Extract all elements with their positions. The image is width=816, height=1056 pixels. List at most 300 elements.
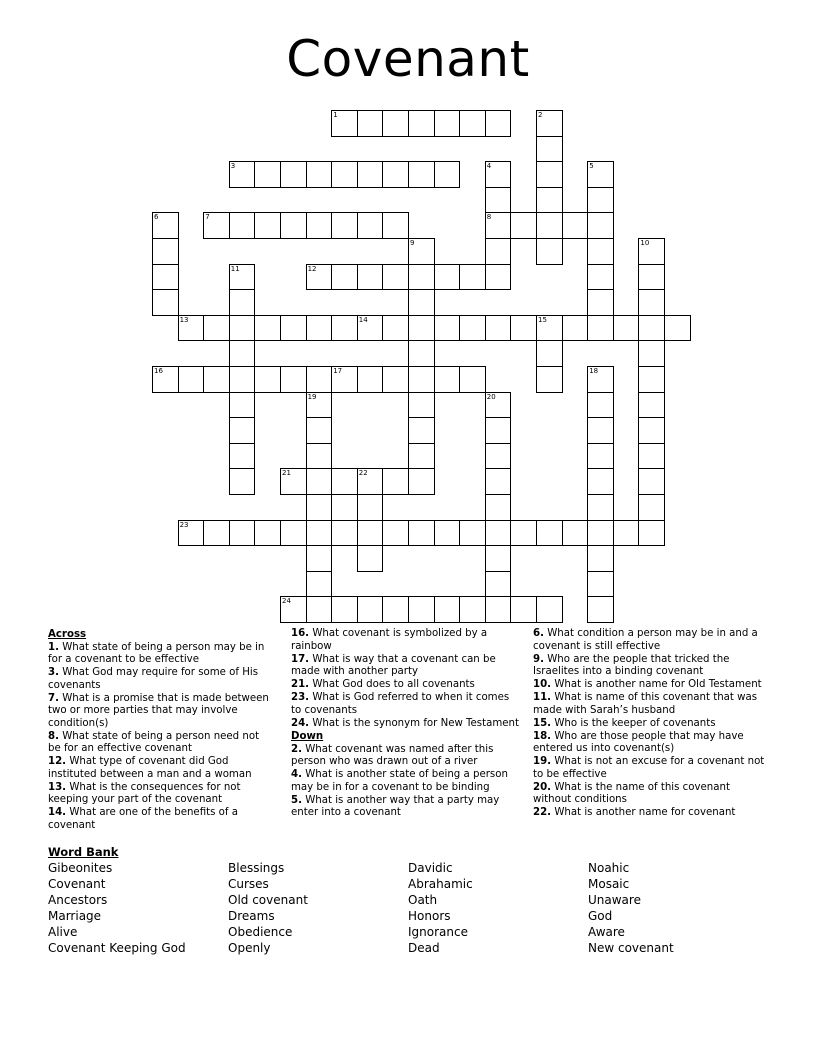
- clue-text: What is God referred to when it comes to covenants: [291, 692, 510, 716]
- clue-number: 10.: [533, 679, 552, 690]
- grid-cell[interactable]: [254, 315, 281, 342]
- grid-cell[interactable]: [408, 238, 435, 265]
- grid-cell[interactable]: [382, 264, 409, 291]
- grid-cell[interactable]: [434, 315, 461, 342]
- grid-cell[interactable]: [434, 596, 461, 623]
- word-bank-item: Davidic: [408, 861, 453, 875]
- clue-number: 20.: [533, 781, 552, 793]
- grid-cell[interactable]: [408, 392, 435, 419]
- grid-cell[interactable]: [638, 340, 665, 367]
- grid-cell[interactable]: [306, 417, 333, 444]
- clue-text: Who are the people that tricked the Israelites into a binding covenant: [533, 653, 730, 677]
- cell-number: 6: [154, 213, 159, 222]
- grid-cell[interactable]: [587, 161, 614, 188]
- grid-cell[interactable]: [331, 161, 358, 188]
- word-bank-item: Covenant Keeping God: [48, 941, 186, 955]
- cell-number: 5: [589, 162, 594, 171]
- grid-cell[interactable]: [280, 468, 307, 495]
- puzzle-title: Covenant: [286, 30, 530, 88]
- cell-number: 10: [640, 239, 650, 247]
- grid-cell[interactable]: [587, 264, 614, 291]
- grid-cell[interactable]: [587, 392, 614, 419]
- word-bank-item: Ignorance: [408, 925, 468, 939]
- grid-cell[interactable]: [587, 596, 614, 623]
- clue-item: [48, 782, 272, 807]
- grid-cell[interactable]: [485, 212, 512, 239]
- grid-cell[interactable]: [229, 161, 256, 188]
- grid-cell[interactable]: [203, 315, 230, 342]
- clue-text: What state of being a person may be in for a covenant to be effective: [48, 641, 265, 665]
- grid-cell[interactable]: [485, 161, 512, 188]
- grid-cell[interactable]: [485, 494, 512, 521]
- clue-item: [48, 807, 272, 832]
- clue-text: What covenant was named after this person who was drawn out of a river: [291, 743, 494, 767]
- word-bank-item: New covenant: [588, 941, 674, 955]
- grid-cell[interactable]: [562, 315, 589, 342]
- grid-cell[interactable]: [331, 110, 358, 137]
- clue-text: What are one of the benefits of a covenant: [48, 807, 238, 831]
- word-bank-item: God: [588, 909, 613, 923]
- clue-text: Who are those people that may have entered us into covenant(s): [533, 730, 744, 754]
- clue-text: What is the synonym for New Testament: [312, 717, 519, 729]
- clue-item: [533, 807, 769, 820]
- grid-cell[interactable]: [485, 417, 512, 444]
- grid-cell[interactable]: [587, 315, 614, 342]
- grid-cell[interactable]: [408, 289, 435, 316]
- cell-number: 3: [230, 162, 236, 171]
- cell-number: 13: [179, 315, 189, 324]
- grid-cell[interactable]: [459, 520, 486, 547]
- grid-cell[interactable]: [152, 289, 179, 316]
- grid-cell[interactable]: [408, 596, 435, 623]
- grid-cell[interactable]: [434, 110, 461, 137]
- clue-item: [533, 628, 769, 653]
- grid-cell[interactable]: [229, 289, 256, 316]
- grid-cell[interactable]: [459, 110, 486, 137]
- grid-cell[interactable]: [638, 238, 665, 265]
- clue-text: What is a promise that is made between two or more parties that may involve condition(s): [48, 692, 269, 729]
- clue-item: [291, 628, 521, 653]
- grid-cell[interactable]: [382, 596, 409, 623]
- word-bank-item: Dreams: [228, 909, 275, 923]
- grid-cell[interactable]: [408, 443, 435, 470]
- clue-item: [48, 642, 272, 667]
- clue-text: What is not an excuse for a covenant not to be effective: [533, 756, 765, 780]
- cell-number: 17: [333, 367, 343, 375]
- grid-cell[interactable]: [357, 366, 384, 393]
- grid-cell[interactable]: [562, 212, 589, 239]
- grid-cell[interactable]: [306, 212, 333, 239]
- grid-cell[interactable]: [178, 520, 205, 547]
- clue-number: 9.: [533, 653, 544, 665]
- grid-cell[interactable]: [306, 545, 333, 572]
- clue-text: What is way that a covenant can be made with another party: [291, 653, 496, 677]
- cell-number: 20: [486, 392, 496, 401]
- word-bank-item: Covenant: [48, 877, 106, 891]
- grid-cell[interactable]: [587, 417, 614, 444]
- cell-number: 12: [307, 264, 317, 273]
- grid-cell[interactable]: [306, 392, 333, 419]
- grid-cell[interactable]: [306, 494, 333, 521]
- grid-cell[interactable]: [382, 110, 409, 137]
- grid-cell[interactable]: [638, 366, 665, 393]
- grid-cell[interactable]: [510, 520, 537, 547]
- grid-cell[interactable]: [638, 392, 665, 419]
- grid-cell[interactable]: [638, 315, 665, 342]
- clue-item: [291, 679, 521, 692]
- clue-text: What state of being a person need not be for an effective covenant: [48, 730, 260, 754]
- grid-cell[interactable]: [280, 315, 307, 342]
- clue-text: What type of covenant did God instituted between a man and a woman: [48, 756, 252, 780]
- clue-item: [291, 692, 521, 717]
- grid-cell[interactable]: [229, 264, 256, 291]
- grid-cell[interactable]: [408, 468, 435, 495]
- grid-cell[interactable]: [357, 494, 384, 521]
- clue-text: What is the name of this covenant without conditions: [533, 781, 730, 805]
- grid-cell[interactable]: [229, 443, 256, 470]
- cell-number: 18: [589, 367, 599, 375]
- clue-text: What God does to all covenants: [312, 679, 475, 690]
- clue-number: 13.: [48, 781, 67, 793]
- grid-cell[interactable]: [152, 238, 179, 265]
- grid-cell[interactable]: [229, 315, 256, 342]
- cell-number: 1: [333, 111, 338, 119]
- clue-number: 24.: [291, 717, 310, 729]
- grid-cell[interactable]: [280, 366, 307, 393]
- grid-cell[interactable]: [306, 443, 333, 470]
- grid-cell[interactable]: [152, 366, 179, 393]
- grid-cell[interactable]: [331, 366, 358, 393]
- grid-cell[interactable]: [536, 366, 563, 393]
- grid-cell[interactable]: [357, 596, 384, 623]
- cell-number: 2: [538, 111, 543, 119]
- grid-cell[interactable]: [459, 596, 486, 623]
- word-bank-item: Oath: [408, 893, 438, 907]
- grid-cell[interactable]: [536, 596, 563, 623]
- clue-item: [48, 693, 272, 731]
- grid-cell[interactable]: [408, 417, 435, 444]
- clue-number: 5.: [291, 794, 302, 806]
- grid-cell[interactable]: [382, 212, 409, 239]
- word-bank-item: Old covenant: [228, 893, 308, 907]
- grid-cell[interactable]: [306, 571, 333, 598]
- cell-number: 16: [154, 367, 163, 375]
- clue-number: 15.: [533, 717, 552, 729]
- clue-number: 21.: [291, 679, 310, 690]
- word-bank-item: Curses: [228, 877, 269, 891]
- clue-item: [533, 782, 769, 807]
- clue-number: 4.: [291, 769, 302, 780]
- grid-cell[interactable]: [229, 212, 256, 239]
- grid-cell[interactable]: [408, 161, 435, 188]
- clue-column-2: [291, 628, 521, 820]
- clue-number: 8.: [48, 730, 59, 742]
- clue-item: [533, 692, 769, 717]
- grid-cell[interactable]: [229, 417, 256, 444]
- clue-item: [48, 667, 272, 692]
- grid-cell[interactable]: [357, 110, 384, 137]
- grid-cell[interactable]: [152, 212, 179, 239]
- clue-number: 17.: [291, 653, 310, 665]
- grid-cell[interactable]: [587, 187, 614, 214]
- clue-text: What is the consequences for not keeping your part of the covenant: [48, 781, 241, 805]
- grid-cell[interactable]: [638, 264, 665, 291]
- grid-cell[interactable]: [638, 443, 665, 470]
- grid-cell[interactable]: [587, 238, 614, 265]
- word-bank-item: Blessings: [228, 861, 285, 875]
- grid-cell[interactable]: [587, 571, 614, 598]
- clue-item: [533, 718, 769, 731]
- grid-cell[interactable]: [434, 520, 461, 547]
- grid-cell[interactable]: [408, 110, 435, 137]
- grid-cell[interactable]: [613, 520, 640, 547]
- grid-cell[interactable]: [280, 520, 307, 547]
- grid-cell[interactable]: [587, 468, 614, 495]
- word-bank-item: Noahic: [588, 861, 630, 875]
- clue-number: 19.: [533, 756, 552, 767]
- grid-cell[interactable]: [510, 212, 537, 239]
- grid-cell[interactable]: [306, 468, 333, 495]
- clue-item: [533, 756, 769, 781]
- grid-cell[interactable]: [229, 340, 256, 367]
- grid-cell[interactable]: [254, 161, 281, 188]
- grid-cell[interactable]: [203, 366, 230, 393]
- word-bank-item: Dead: [408, 941, 440, 955]
- grid-cell[interactable]: [587, 443, 614, 470]
- grid-cell[interactable]: [357, 520, 384, 547]
- word-bank-item: Alive: [48, 925, 78, 939]
- grid-cell[interactable]: [485, 315, 512, 342]
- clue-item: [48, 731, 272, 756]
- word-bank-item: Abrahamic: [408, 877, 473, 891]
- clue-number: 22.: [533, 807, 552, 818]
- grid-cell[interactable]: [485, 571, 512, 598]
- clue-number: 12.: [48, 756, 67, 767]
- word-bank-item: Aware: [588, 925, 625, 939]
- grid-cell[interactable]: [408, 315, 435, 342]
- cell-number: 24: [282, 597, 291, 606]
- grid-cell[interactable]: [536, 520, 563, 547]
- clue-text: What is another way that a party may enter into a covenant: [291, 794, 500, 818]
- grid-cell[interactable]: [459, 264, 486, 291]
- grid-cell[interactable]: [664, 315, 691, 342]
- cell-number: 21: [282, 469, 291, 478]
- cell-number: 23: [179, 520, 189, 529]
- clue-text: What is another name for Old Testament: [554, 679, 762, 690]
- grid-cell[interactable]: [587, 289, 614, 316]
- grid-cell[interactable]: [485, 238, 512, 265]
- clue-item: [291, 718, 521, 731]
- grid-cell[interactable]: [434, 366, 461, 393]
- grid-cell[interactable]: [434, 264, 461, 291]
- clue-column-3: [533, 628, 769, 820]
- clue-number: 6.: [533, 628, 544, 639]
- clue-text: What is another name for covenant: [554, 807, 736, 818]
- grid-cell[interactable]: [331, 264, 358, 291]
- grid-cell[interactable]: [254, 212, 281, 239]
- grid-cell[interactable]: [280, 596, 307, 623]
- grid-cell[interactable]: [510, 596, 537, 623]
- grid-cell[interactable]: [254, 366, 281, 393]
- grid-cell[interactable]: [459, 315, 486, 342]
- clue-number: 23.: [291, 692, 310, 703]
- grid-cell[interactable]: [152, 264, 179, 291]
- grid-cell[interactable]: [229, 366, 256, 393]
- clue-text: What condition a person may be in and a covenant is still effective: [533, 628, 758, 652]
- clue-item: [48, 756, 272, 781]
- clue-item: [291, 795, 521, 820]
- word-bank-title: Word Bank: [48, 845, 119, 859]
- grid-cell[interactable]: [331, 520, 358, 547]
- grid-cell[interactable]: [229, 392, 256, 419]
- grid-cell[interactable]: [485, 264, 512, 291]
- grid-cell[interactable]: [613, 315, 640, 342]
- grid-cell[interactable]: [485, 110, 512, 137]
- grid-cell[interactable]: [536, 238, 563, 265]
- clue-item: [291, 654, 521, 679]
- grid-cell[interactable]: [178, 315, 205, 342]
- grid-cell[interactable]: [536, 315, 563, 342]
- clue-number: 3.: [48, 667, 59, 678]
- grid-cell[interactable]: [536, 110, 563, 137]
- grid-cell[interactable]: [638, 494, 665, 521]
- grid-cell[interactable]: [536, 161, 563, 188]
- clue-item: [533, 731, 769, 756]
- grid-cell[interactable]: [485, 468, 512, 495]
- cell-number: 4: [486, 162, 492, 171]
- grid-cell[interactable]: [510, 315, 537, 342]
- clue-number: 11.: [533, 692, 552, 703]
- grid-cell[interactable]: [178, 366, 205, 393]
- grid-cell[interactable]: [459, 366, 486, 393]
- grid-cell[interactable]: [357, 161, 384, 188]
- cell-number: 19: [307, 392, 317, 401]
- grid-cell[interactable]: [357, 264, 384, 291]
- cell-number: 15: [538, 315, 547, 324]
- grid-cell[interactable]: [536, 136, 563, 163]
- grid-cell[interactable]: [587, 520, 614, 547]
- grid-cell[interactable]: [485, 187, 512, 214]
- word-bank-item: Gibeonites: [48, 861, 113, 875]
- down-header: Down: [291, 731, 324, 742]
- grid-cell[interactable]: [254, 520, 281, 547]
- word-bank-item: Obedience: [228, 925, 293, 939]
- grid-cell[interactable]: [357, 212, 384, 239]
- word-bank-item: Mosaic: [588, 877, 630, 891]
- grid-cell[interactable]: [485, 520, 512, 547]
- grid-cell[interactable]: [408, 340, 435, 367]
- grid-cell[interactable]: [587, 212, 614, 239]
- grid-cell[interactable]: [485, 443, 512, 470]
- clue-text: What is name of this covenant that was made with Sarah’s husband: [533, 692, 758, 716]
- grid-cell[interactable]: [306, 596, 333, 623]
- word-bank-item: Marriage: [48, 909, 102, 923]
- grid-cell[interactable]: [357, 545, 384, 572]
- grid-cell[interactable]: [306, 264, 333, 291]
- clue-text: What covenant is symbolized by a rainbow: [291, 628, 488, 652]
- cell-number: 14: [358, 315, 368, 324]
- clue-number: 16.: [291, 628, 310, 639]
- grid-cell[interactable]: [306, 315, 333, 342]
- clue-item: [533, 654, 769, 679]
- word-bank-item: Honors: [408, 909, 451, 923]
- clue-number: 14.: [48, 807, 67, 818]
- grid-cell[interactable]: [638, 289, 665, 316]
- grid-cell[interactable]: [638, 417, 665, 444]
- clue-item: [291, 744, 521, 769]
- grid-cell[interactable]: [331, 315, 358, 342]
- grid-cell[interactable]: [203, 520, 230, 547]
- clue-number: 18.: [533, 730, 552, 742]
- clue-item: [533, 679, 769, 692]
- grid-cell[interactable]: [331, 596, 358, 623]
- grid-cell[interactable]: [280, 212, 307, 239]
- cell-number: 22: [358, 469, 368, 478]
- grid-cell[interactable]: [306, 520, 333, 547]
- grid-cell[interactable]: [536, 340, 563, 367]
- cell-number: 11: [230, 264, 240, 273]
- across-header: Across: [48, 629, 87, 640]
- grid-cell[interactable]: [306, 366, 333, 393]
- grid-cell[interactable]: [357, 468, 384, 495]
- clue-text: What God may require for some of His covenants: [48, 667, 259, 691]
- clue-text: Who is the keeper of covenants: [554, 717, 716, 729]
- grid-cell[interactable]: [562, 520, 589, 547]
- clue-item: [291, 769, 521, 794]
- grid-cell[interactable]: [536, 187, 563, 214]
- grid-cell[interactable]: [408, 264, 435, 291]
- word-bank-item: Openly: [228, 941, 271, 955]
- grid-cell[interactable]: [280, 161, 307, 188]
- grid-cell[interactable]: [434, 161, 461, 188]
- grid-cell[interactable]: [229, 468, 256, 495]
- clue-number: 1.: [48, 641, 59, 653]
- grid-cell[interactable]: [382, 520, 409, 547]
- grid-cell[interactable]: [485, 596, 512, 623]
- clue-number: 2.: [291, 743, 302, 755]
- cell-number: 8: [486, 213, 492, 222]
- grid-cell[interactable]: [587, 494, 614, 521]
- grid-cell[interactable]: [408, 520, 435, 547]
- clue-number: 7.: [48, 692, 59, 704]
- cell-number: 7: [205, 213, 210, 222]
- grid-cell[interactable]: [331, 468, 358, 495]
- grid-cell[interactable]: [382, 468, 409, 495]
- grid-cell[interactable]: [485, 545, 512, 572]
- grid-cell[interactable]: [536, 212, 563, 239]
- grid-cell[interactable]: [357, 315, 384, 342]
- grid-cell[interactable]: [382, 161, 409, 188]
- grid-cell[interactable]: [587, 545, 614, 572]
- grid-cell[interactable]: [587, 366, 614, 393]
- word-bank-item: Ancestors: [48, 893, 108, 907]
- clue-column-1: [48, 628, 272, 833]
- word-bank: [48, 860, 768, 956]
- grid-cell[interactable]: [408, 366, 435, 393]
- grid-cell[interactable]: [638, 520, 665, 547]
- cell-number: 9: [410, 239, 415, 247]
- grid-cell[interactable]: [229, 520, 256, 547]
- grid-cell[interactable]: [331, 212, 358, 239]
- word-bank-item: Unaware: [588, 893, 641, 907]
- grid-cell[interactable]: [638, 468, 665, 495]
- grid-cell[interactable]: [382, 366, 409, 393]
- grid-cell[interactable]: [203, 212, 230, 239]
- clue-text: What is another state of being a person may be in for a covenant to be binding: [291, 769, 508, 793]
- grid-cell[interactable]: [485, 392, 512, 419]
- grid-cell[interactable]: [382, 315, 409, 342]
- grid-cell[interactable]: [306, 161, 333, 188]
